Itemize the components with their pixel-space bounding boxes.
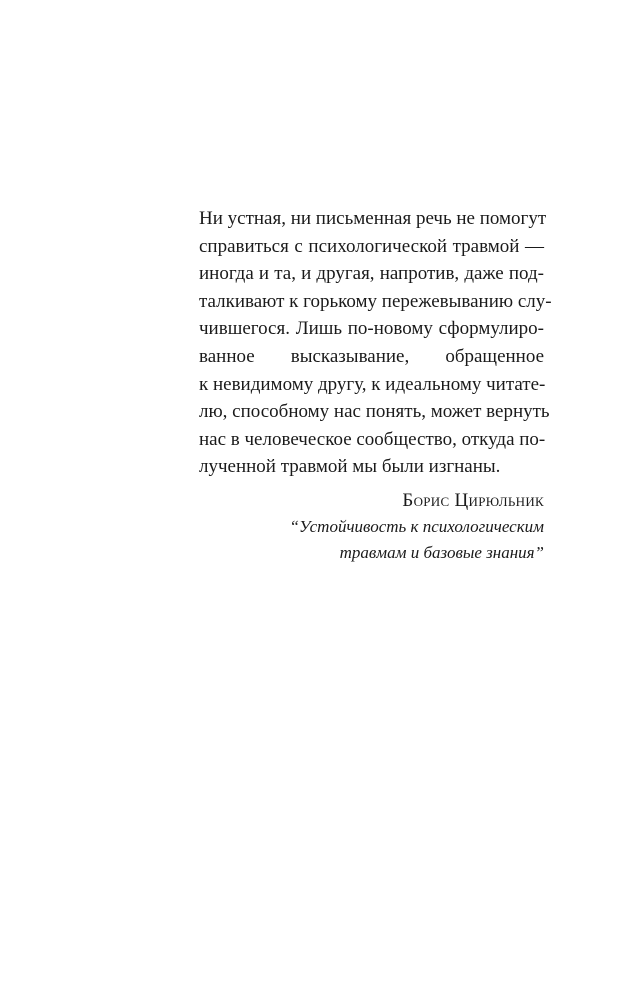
source-line: травмам и базовые знания” [339,542,544,562]
quote-line: справиться с психологической травмой — [199,235,544,257]
epigraph-author: Борис Цирюльник [402,489,544,511]
epigraph-source [199,514,544,566]
quote-line: лученной травмой мы были изгнаны. [199,456,501,478]
quote-line: чившегося. Лишь по-новому сформулиро- [199,318,544,340]
quote-line: лю, способному нас понять, может вернуть [199,401,550,423]
epigraph-quote [199,205,552,481]
quote-line: к невидимому другу, к идеальному читате- [199,373,546,395]
quote-line: талкивают к горькому пережевыванию слу- [199,290,552,312]
quote-line: нас в человеческое сообщество, откуда по- [199,428,546,450]
quote-line: Ни устная, ни письменная речь не помогут [199,208,547,229]
quote-line: ванное высказывание, обращенное [199,345,544,367]
source-line: “Устойчивость к психологическим [289,516,544,536]
epigraph [199,205,552,566]
quote-line: иногда и та, и другая, напротив, даже под- [199,263,544,285]
